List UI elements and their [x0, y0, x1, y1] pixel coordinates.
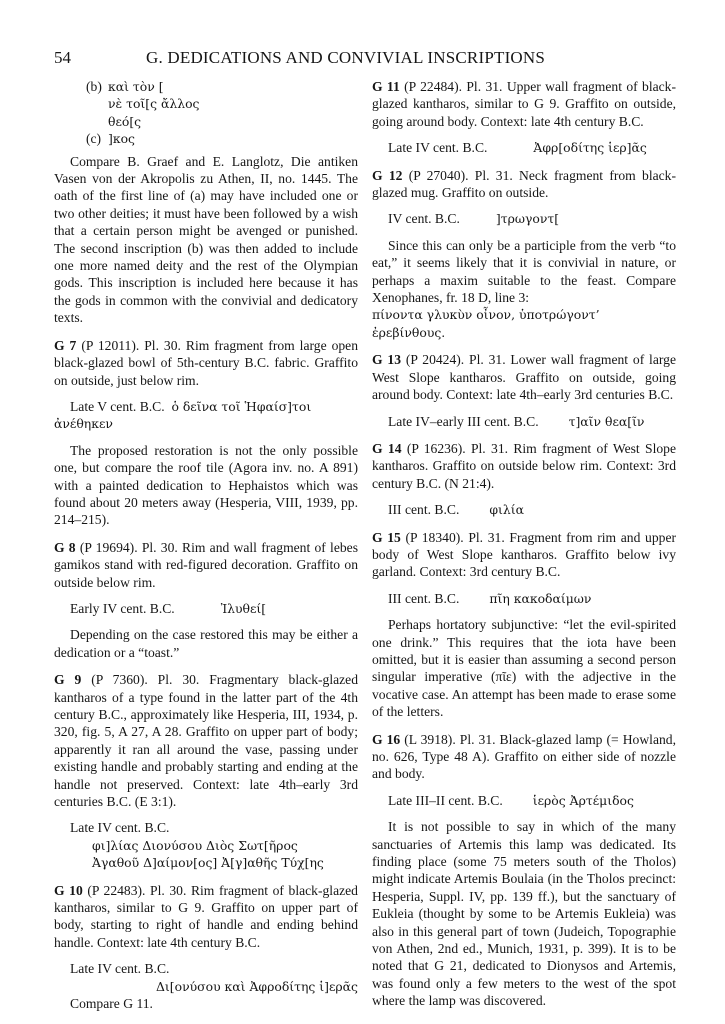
entry-g13: [372, 351, 676, 403]
g9-description: (P 7360). Pl. 30. Fragmentary black-glazed kantharos of a type found in the latter part of the 4th century B.C., approximately like Hesperia, III, 1934, p. 320, fig. 5, A 27, A 28. Graffito on upper part of body; apparently it ran all around the vase, passing under existing handle and probably starting and ending at the handle not preserved. Context: late 4th–early 3rd centuries B.C. (E 3:1).: [54, 672, 358, 810]
g14-text: φιλία: [489, 502, 524, 518]
g8-text: Ἰλυθεί[: [220, 600, 267, 616]
inscription-b: [54, 78, 358, 148]
text-b-line2: νὲ τοῖ[ς ἄλλος: [108, 96, 200, 112]
g10-heading: G 10: [54, 882, 83, 898]
entry-g9: [54, 671, 358, 810]
g13-text: τ]αῖν θεα[ῖν: [568, 413, 645, 429]
entry-g7: [54, 337, 358, 389]
label-b: (b): [86, 79, 102, 94]
g12-comment: Since this can only be a participle from the verb “to eat,” it seems likely that it is convivial in nature, or perhaps a maxim suitable to the feast. Compare Xenophanes, fr. 18 D, line 3:: [372, 237, 676, 306]
g14-date: III cent. B.C.: [388, 502, 460, 518]
g16-heading: G 16: [372, 731, 401, 747]
g9-text-line2: Ἀγαθοῦ Δ]αίμον[ος] Ἀ[γ]αθῆς Τύχ[ης: [92, 855, 324, 871]
g7-description: (P 12011). Pl. 30. Rim fragment from large open black-glazed bowl of 5th-century B.C. fabric. Graffito on outside, just below rim.: [54, 337, 358, 388]
g9-date: Late IV cent. B.C.: [70, 820, 170, 836]
page-header: [54, 48, 676, 72]
g7-date-line: [54, 398, 358, 433]
g14-heading: G 14: [372, 440, 402, 456]
g13-heading: G 13: [372, 352, 402, 368]
g9-text-line1: φι]λίας Διονύσου Διὸς Σωτ[ῆρος: [92, 837, 298, 853]
text-b-line3: θεό[ς: [108, 113, 142, 129]
g13-date: Late IV–early III cent. B.C.: [388, 413, 539, 429]
entry-g16: [372, 731, 676, 783]
page-number: 54: [54, 48, 71, 67]
text-c-line: ]κος: [108, 131, 135, 147]
g10-comment: Compare G 11.: [70, 996, 153, 1012]
g11-date: Late IV cent. B.C.: [388, 140, 488, 156]
running-head: G. DEDICATIONS AND CONVIVIAL INSCRIPTIONS: [146, 48, 546, 67]
g15-heading: G 15: [372, 529, 401, 545]
g15-comment: Perhaps hortatory subjunctive: “let the evil-spirited one drink.” This requires that the iota have been omitted, but it is easier than assuming a second person singular imperative (πῖε) with the adjective in the vocative case. An attempt has been made to erase some of the letters.: [372, 617, 676, 720]
g7-text: ὁ δεῖνα τοῖ Ἡφαίσ]τοι ἀνέθηκεν: [54, 398, 312, 432]
entry-g14: [372, 440, 676, 492]
g11-date-line: [372, 139, 676, 156]
compare-paragraph: Compare B. Graef and E. Langlotz, Die antiken Vasen von der Akropolis zu Athen, II, no. 1445. The oath of the first line of (a) may have included one or two other deities; it must have been followed by a wish that a certain person might be avenged or punished. The second inscription (b) was then added to include one more named deity and the rest of the Olympian gods. This inscription is included here because it has the gods in common with the convivial and dedicatory texts.: [54, 153, 358, 326]
g15-date-line: [372, 590, 676, 607]
left-column: [54, 78, 358, 1013]
g16-date-line: [372, 792, 676, 809]
g10-description: (P 22483). Pl. 30. Rim fragment of black-glazed kantharos, similar to G 9. Graffito on upper part of body, starting to right of handle and ending behind handle. Context: late 4th century B.C.: [54, 882, 358, 950]
g11-description: (P 22484). Pl. 31. Upper wall fragment of black-glazed kantharos, similar to G 9. Graffito on outside, going around body. Context: late 4th century B.C.: [372, 79, 676, 129]
g12-date: IV cent. B.C.: [388, 211, 460, 227]
g12-heading: G 12: [372, 167, 403, 183]
g16-description: (L 3918). Pl. 31. Black-glazed lamp (= Howland, no. 626, Type 48 A). Graffito on either side of nozzle and body.: [372, 731, 676, 782]
g12-quote: πίνοντα γλυκὺν οἶνον, ὑποτρώγοντ’ ἐρεβίνθους.: [372, 307, 600, 340]
label-c: (c): [86, 131, 102, 147]
g9-heading: G 9: [54, 672, 82, 688]
g14-description: (P 16236). Pl. 31. Rim fragment of West Slope kantharos. Graffito on outside below rim. Context: 3rd century B.C. (N 21:4).: [372, 440, 676, 491]
g8-date-line: [54, 600, 358, 617]
g11-heading: G 11: [372, 79, 400, 94]
text-b-line1: καὶ τὸν [: [108, 79, 164, 94]
g10-date: Late IV cent. B.C.: [70, 961, 170, 977]
g15-description: (P 18340). Pl. 31. Fragment from rim and upper body of West Slope kantharos. Graffito below ivy garland. Context: 3rd century B.C.: [372, 529, 677, 580]
g15-date: III cent. B.C.: [388, 590, 460, 606]
g8-date: Early IV cent. B.C.: [70, 600, 175, 616]
entry-g10: [54, 882, 358, 952]
g16-comment: It is not possible to say in which of the many sanctuaries of Artemis this lamp was dedicated. Its finding place (some 75 meters south of the Tholos) might indicate Artemis Boulaia (in the Tholos precinct: Hesperia, Suppl. IV, pp. 139 ff.), but the sanctuary of Eukleia (thought by some to be Artemis Eukleia) was also in this general part of town (Judeich, Topographie von Athen, 2nd ed., Munich, 1931, p. 399). It is to be noted that G 21, dedicated to Dionysos and Artemis, was found only a few meters to the west of the spot where the lamp was discovered.: [372, 819, 676, 1009]
g12-description: (P 27040). Pl. 31. Neck fragment from black-glazed mug. Graffito on outside.: [372, 167, 676, 201]
right-column: [372, 78, 676, 1010]
g11-text: Ἀφρ[οδίτης ἱερ]ᾶς: [533, 140, 647, 156]
g13-description: (P 20424). Pl. 31. Lower wall fragment of large West Slope kantharos. Graffito on outside, going around body. Context: late 4th–early 3rd centuries B.C.: [372, 352, 676, 403]
entry-g11: [372, 78, 676, 130]
g14-date-line: [372, 501, 676, 518]
g7-date: Late V cent. B.C.: [70, 398, 165, 414]
g13-date-line: [372, 413, 676, 430]
entry-g12: [372, 167, 676, 202]
entry-g15: [372, 529, 676, 581]
g7-comment: The proposed restoration is not the only possible one, but compare the roof tile (Agora inv. no. A 891) with a painted dedication to Hephaistos which was found about 20 meters away (Hesperia, VIII, 1939, pp. 214–215).: [54, 442, 358, 528]
g16-date: Late III–II cent. B.C.: [388, 792, 503, 808]
g7-heading: G 7: [54, 337, 77, 353]
g12-date-line: [372, 210, 676, 227]
entry-g8: [54, 539, 358, 591]
g15-text: πῖη κακοδαίμων: [489, 590, 592, 606]
g10-text: Δι[ονύσου καὶ Ἀφροδίτης ἱ]ερᾶς: [155, 978, 358, 994]
g8-description: (P 19694). Pl. 30. Rim and wall fragment of lebes gamikos stand with red-figured decoration. Graffito on outside below rim.: [54, 539, 358, 590]
g8-heading: G 8: [54, 539, 76, 555]
g16-text: ἱερὸς Ἀρτέμιδος: [532, 792, 634, 808]
g12-text: ]τρωγοντ[: [495, 211, 560, 227]
g8-comment: Depending on the case restored this may be either a dedication or a “toast.”: [54, 627, 358, 660]
